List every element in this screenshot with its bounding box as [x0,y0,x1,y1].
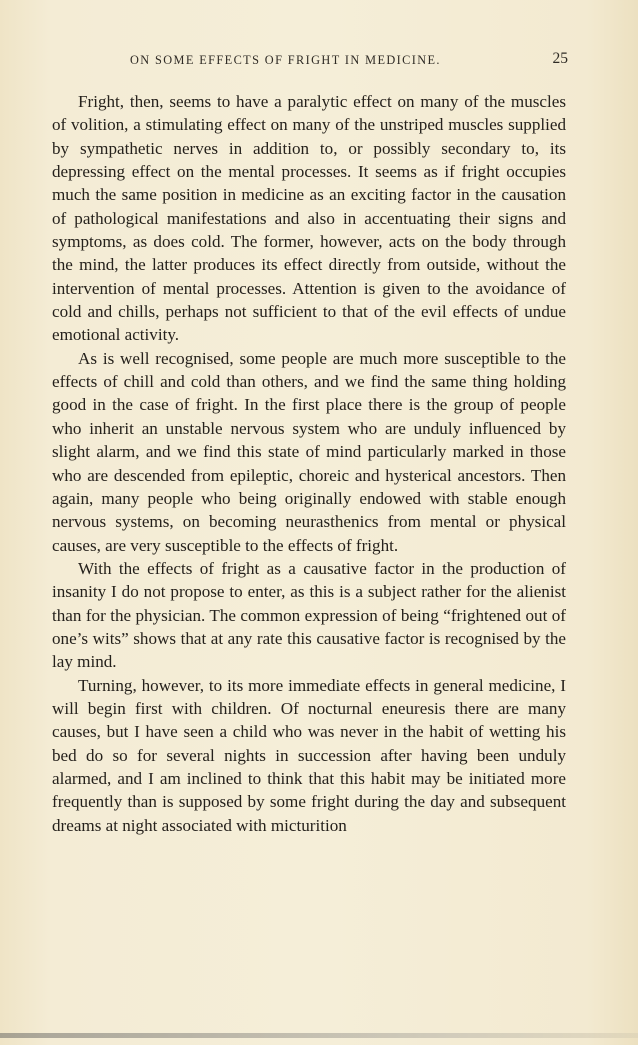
paragraph-4: Turning, however, to its more immediate effects in general medicine, I will begin first with children. Of nocturnal eneuresis there are many causes, but I have seen a child who was never in the habit of wetting his bed do so for several nights in succession after having been unduly alarmed, and I am inclined to think that this habit may be initiated more frequently than is supposed by some fright during the day and subsequent dreams at night associated with micturition [52,675,566,835]
page-bottom-edge [0,1033,638,1038]
paragraph-1: Fright, then, seems to have a paralytic effect on many of the muscles of volition, a stimulating effect on many of the unstriped muscles supplied by sympathetic nerves in addition to, or possibly secondary to, its depressing effect on the mental processes. It seems as if fright occupies much the same position in medicine as an exciting factor in the causation of pathological manifestations and also in accentuating their signs and symptoms, as does cold. The former, however, acts on the body through the mind, the latter produces its effect directly from outside, without the intervention of mental processes. Attention is given to the avoidance of cold and chills, perhaps not sufficient to that of the evil effects of undue emotional activity. [52,92,566,345]
body-text [52,90,566,837]
paragraph-2: As is well recognised, some people are much more susceptible to the effects of chill and cold than others, and we find the same thing holding good in the case of fright. In the first place there is the group of people who inherit an unstable nervous system who are unduly influenced by slight alarm, and we find this state of mind particularly marked in those who are descended from epileptic, choreic and hysterical ancestors. Then again, many people who being originally endowed with stable enough nervous systems, on becoming neurasthenics from mental or physical causes, are very susceptible to the effects of fright. [52,348,566,555]
running-head [52,50,568,71]
page-number: 25 [552,50,568,67]
paragraph-3: With the effects of fright as a causative factor in the production of insanity I do not propose to enter, as this is a subject rather for the alienist than for the physician. The common expression of being “frightened out of one’s wits” shows that at any rate this causative factor is recognised by the lay mind. [52,558,566,672]
running-title: ON SOME EFFECTS OF FRIGHT IN MEDICINE. [130,53,441,67]
